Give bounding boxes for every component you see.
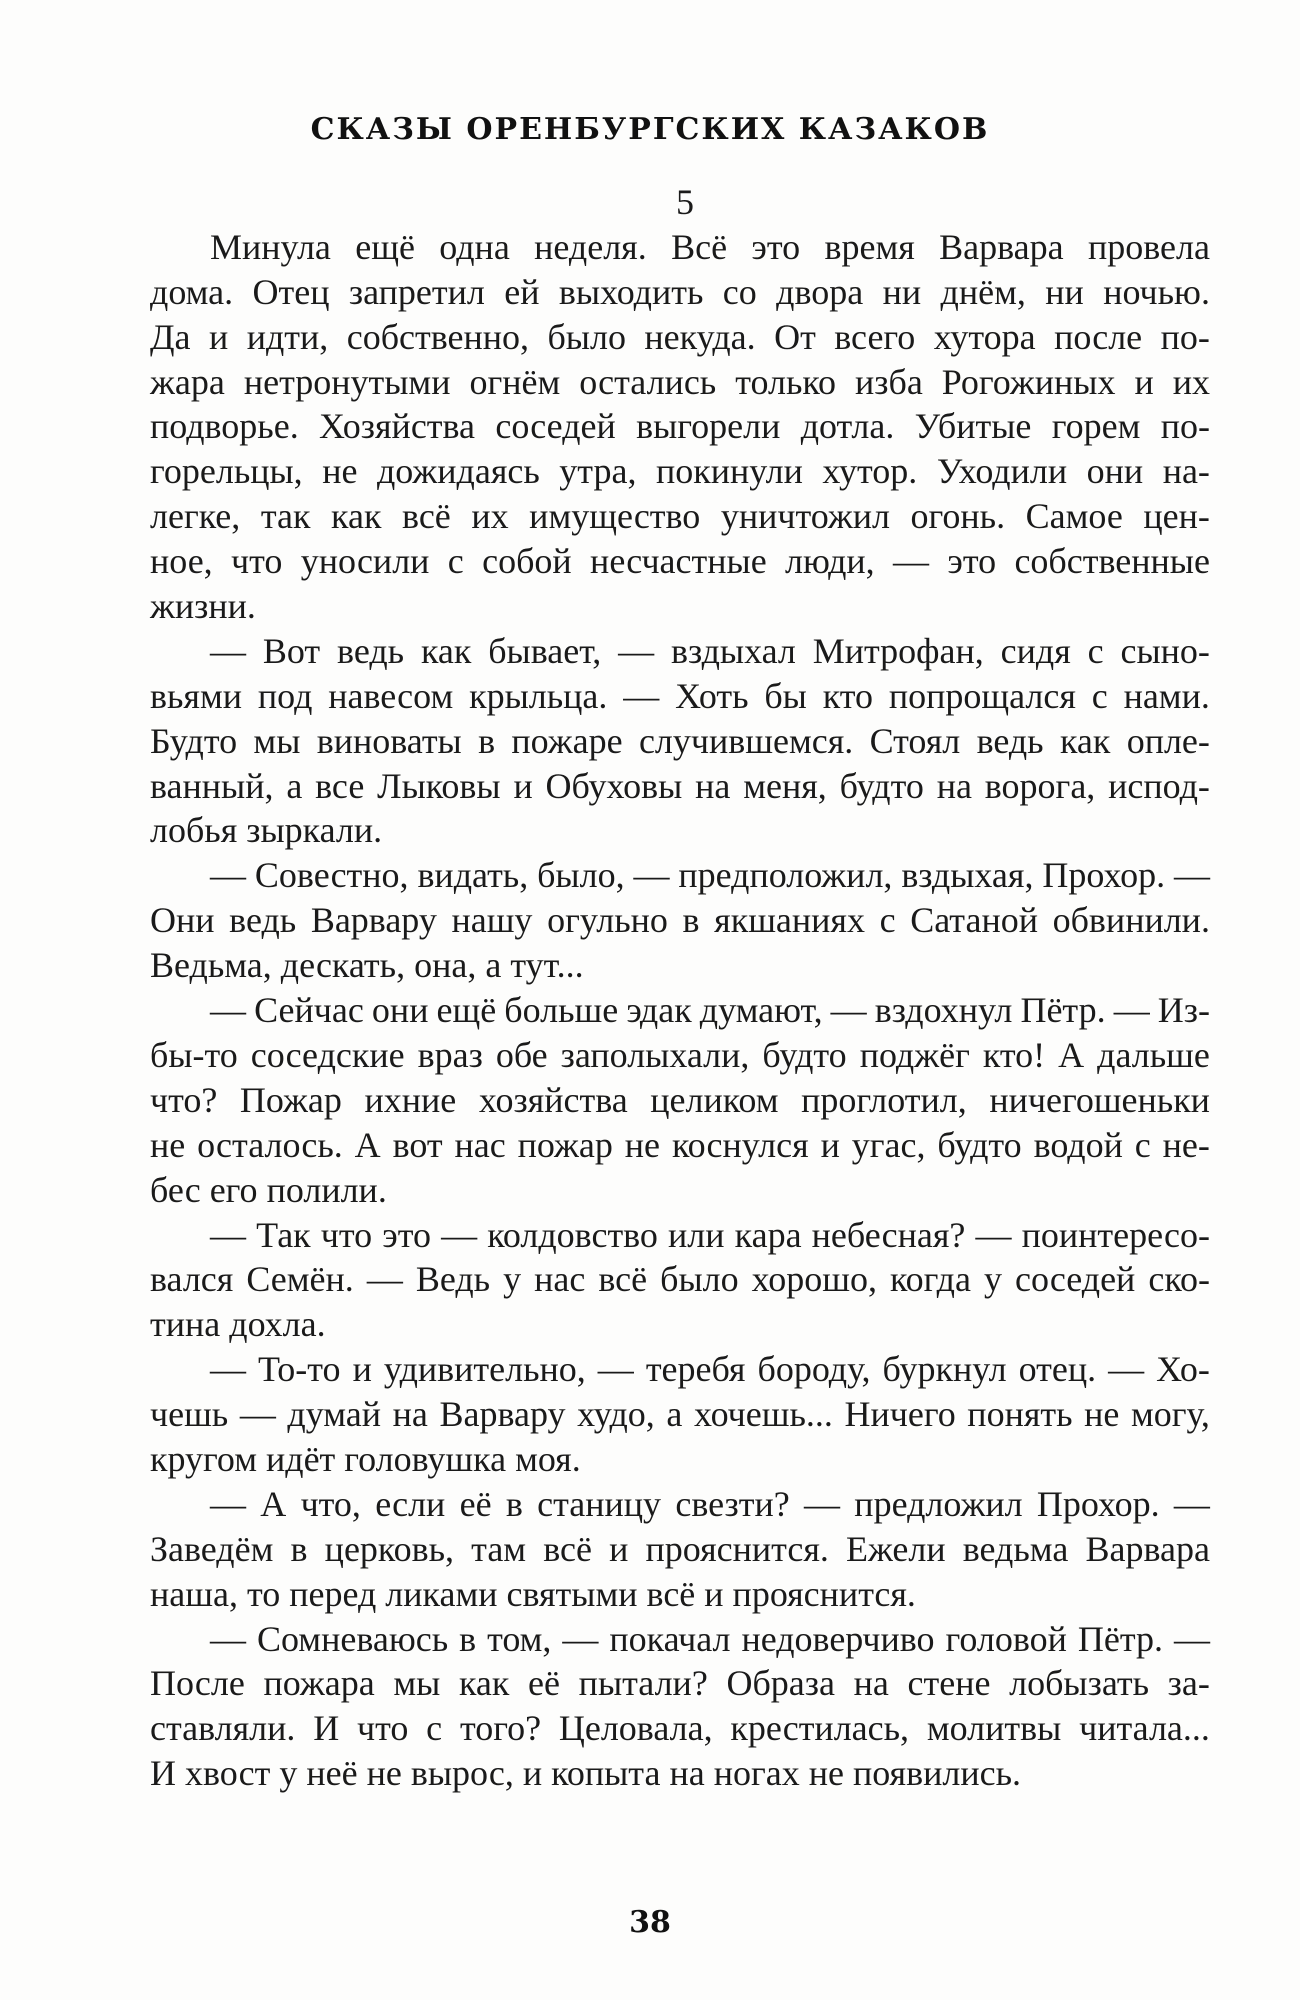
body-text: [150, 180, 1210, 1796]
page-number: 38: [629, 1905, 671, 1940]
text-line: бес его полили.: [150, 1169, 387, 1210]
text-line: что? Пожар ихние хозяйства целиком проглотил, ничегошеньки: [150, 1079, 1210, 1120]
text-line: ванный, а все Лыковы и Обуховы на меня, будто на ворога, испод-: [150, 765, 1210, 806]
text-line: Они ведь Варвару нашу огульно в якшаниях с Сатаной обвинили.: [150, 900, 1210, 941]
text-line: жара нетронутыми огнём остались только изба Рогожиных и их: [150, 361, 1210, 402]
text-line: вьями под навесом крыльца. — Хоть бы кто попрощался с нами.: [150, 675, 1210, 716]
chapter-number: 5: [676, 182, 694, 222]
paragraph-lines: [150, 225, 1210, 1796]
text-line: ное, что уносили с собой несчастные люди, — это собственные: [150, 541, 1210, 582]
text-line: жизни.: [150, 586, 256, 627]
text-line: бы-то соседские враз обе заполыхали, будто поджёг кто! А дальше: [150, 1034, 1210, 1075]
text-line: легке, так как всё их имущество уничтожил огонь. Самое цен-: [150, 496, 1210, 537]
text-line: — Сейчас они ещё больше эдак думают, — вздохнул Пётр. — Из-: [210, 990, 1210, 1031]
text-line: Заведём в церковь, там всё и прояснится. Ежели ведьма Варвара: [150, 1528, 1210, 1569]
text-line: тина дохла.: [150, 1304, 326, 1345]
text-line: — Сомневаюсь в том, — покачал недоверчиво головой Пётр. —: [210, 1618, 1210, 1659]
text-line: кругом идёт головушка моя.: [150, 1438, 581, 1479]
text-line: лобья зыркали.: [150, 810, 383, 851]
text-line: наша, то перед ликами святыми всё и прояснится.: [150, 1573, 916, 1614]
text-line: подворье. Хозяйства соседей выгорели дотла. Убитые горем по-: [150, 406, 1210, 447]
text-line: Минула ещё одна неделя. Всё это время Варвара провела: [210, 226, 1210, 267]
text-line: вался Семён. — Ведь у нас всё было хорошо, когда у соседей ско-: [150, 1259, 1210, 1300]
text-line: горельцы, не дожидаясь утра, покинули хутор. Уходили они на-: [150, 451, 1210, 492]
text-line: ставляли. И что с того? Целовала, крестилась, молитвы читала...: [150, 1708, 1210, 1749]
text-line: — То-то и удивительно, — теребя бороду, буркнул отец. — Хо-: [210, 1349, 1210, 1390]
text-line: — А что, если её в станицу свезти? — предложил Прохор. —: [210, 1483, 1210, 1524]
text-line: — Вот ведь как бывает, — вздыхал Митрофан, сидя с сыно-: [210, 630, 1210, 671]
text-line: После пожара мы как её пытали? Образа на стене лобызать за-: [150, 1663, 1210, 1704]
text-line: Будто мы виноваты в пожаре случившемся. Стоял ведь как опле-: [150, 720, 1210, 761]
text-line: не осталось. А вот нас пожар не коснулся и угас, будто водой с не-: [150, 1124, 1210, 1165]
text-line: Ведьма, дескать, она, а тут...: [150, 945, 584, 986]
text-line: — Так что это — колдовство или кара небесная? — поинтересо-: [210, 1214, 1210, 1255]
running-header: СКАЗЫ ОРЕНБУРГСКИХ КАЗАКОВ: [310, 112, 990, 147]
text-line: чешь — думай на Варвару худо, а хочешь... Ничего понять не могу,: [150, 1394, 1210, 1435]
text-line: — Совестно, видать, было, — предположил, вздыхая, Прохор. —: [210, 855, 1210, 896]
text-line: И хвост у неё не вырос, и копыта на ногах не появились.: [150, 1753, 1021, 1794]
text-line: Да и идти, собственно, было некуда. От всего хутора после по-: [150, 316, 1210, 357]
text-line: дома. Отец запретил ей выходить со двора ни днём, ни ночью.: [150, 271, 1210, 312]
